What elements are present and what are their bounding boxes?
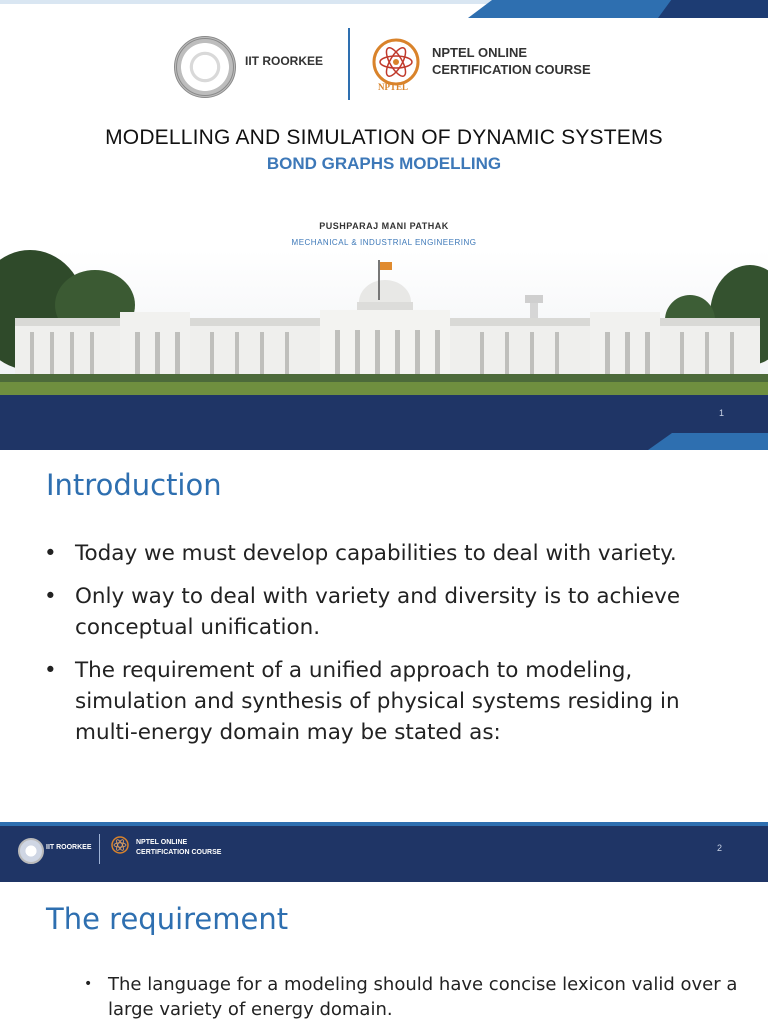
course-subtitle: BOND GRAPHS MODELLING: [266, 154, 502, 173]
department-name: MECHANICAL & INDUSTRIAL ENGINEERING: [291, 238, 477, 247]
footer-divider: [99, 834, 100, 864]
slide-1-footer-accent: [0, 433, 768, 450]
nptel-line-1: NPTEL ONLINE: [432, 45, 528, 60]
page-number: 2: [716, 843, 722, 853]
iit-roorkee-seal-icon: [18, 838, 44, 864]
bullet-item: • Only way to deal with variety and diversity is to achieve conceptual unification.: [44, 581, 744, 643]
slide-title: Introduction: [46, 468, 222, 502]
footer-nptel-line-1: NPTEL ONLINE: [136, 839, 188, 846]
footer-institute: IIT ROORKEE: [46, 844, 92, 851]
footer-nptel-label: [136, 838, 221, 858]
iit-roorkee-seal-icon: [174, 36, 236, 98]
page-number: 1: [718, 408, 724, 418]
bullet-list: [84, 972, 744, 1022]
bullet-item: • The requirement of a unified approach to modeling, simulation and synthesis of physical systems residing in multi-energy domain may be stated as:: [44, 655, 744, 748]
nptel-logo-word: NPTEL: [378, 82, 409, 92]
footer-nptel-line-2: CERTIFICATION COURSE: [136, 849, 222, 856]
slide-3: [0, 882, 768, 1024]
author-name: PUSHPARAJ MANI PATHAK: [319, 221, 449, 231]
slide-2-footer: [0, 822, 768, 882]
course-title: MODELLING AND SIMULATION OF DYNAMIC SYSTEMS: [105, 126, 663, 149]
bullet-list: [44, 538, 744, 760]
slide-1-footer: [0, 395, 768, 433]
nptel-atom-icon: [370, 36, 422, 88]
main-building-image: [0, 250, 768, 395]
institute-name: IIT ROORKEE: [245, 54, 324, 68]
slide-2: [0, 450, 768, 882]
logo-divider: [348, 28, 350, 100]
bullet-item: • The language for a modeling should have concise lexicon valid over a large variety of energy domain.: [84, 972, 744, 1022]
nptel-course-label: [432, 44, 591, 78]
top-accent-bar: [0, 0, 768, 18]
bullet-item: • Today we must develop capabilities to deal with variety.: [44, 538, 744, 569]
nptel-atom-icon: [110, 835, 130, 855]
slide-title: The requirement: [46, 902, 289, 936]
logo-row: [0, 28, 768, 112]
slide-1: [0, 0, 768, 450]
nptel-line-2: CERTIFICATION COURSE: [432, 62, 591, 77]
